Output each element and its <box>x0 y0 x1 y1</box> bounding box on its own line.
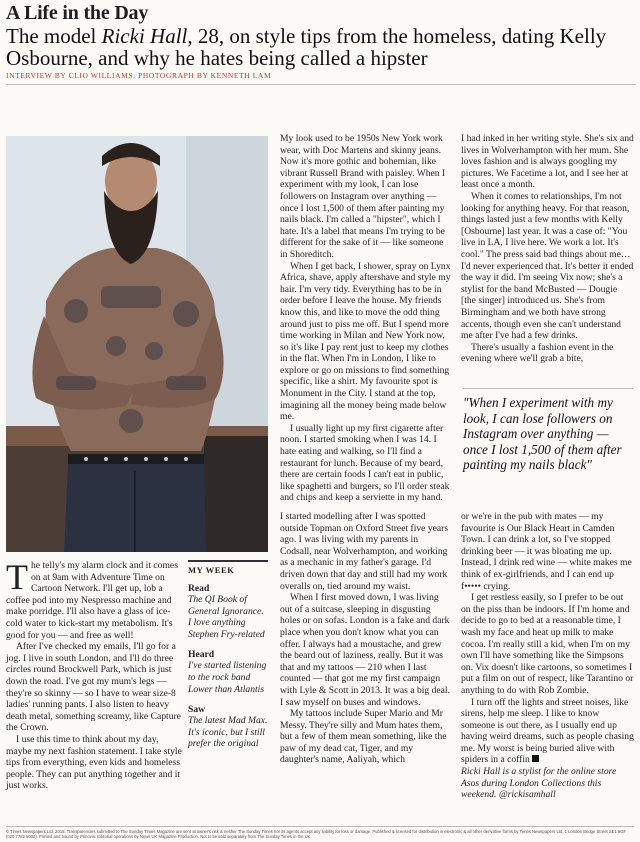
headline <box>6 25 636 69</box>
headline-name: Ricki Hall <box>101 24 188 48</box>
section-tag: A Life in the Day <box>6 2 149 24</box>
sign-off: Ricki Hall is a stylist for the online store Asos during London Collections this weekend. @rickisamhall <box>461 766 617 801</box>
paragraph: When it comes to relationships, I'm not looking for anything heavy. For that reason, things lasted just a few months with Kelly [Osbourne] last year. It was a case of: "You live in LA, I live here. We work a lot. It's cool." The press said bad things about me… I'd never experienced that. It's better it ended the way it did. I'm seeing Vix now; she's a stylist for the band McBusted — Dougie [the singer] introduced us. She's from Birmingham and we both have strong accents, though even she can't understand me after I've had a few drinks. <box>461 190 634 342</box>
column-middle-bottom <box>280 511 452 766</box>
paragraph: I had inked in her writing style. She's six and lives in Wolverhampton with her mum. She loves fashion and is always googling my pictures. We Facetime a lot, and I see her at least once a month. <box>461 133 634 191</box>
paragraph: I use this time to think about my day, maybe my next fashion statement. I take style tips from everything, even kids and homeless people. They can put anything together and it just works. <box>6 733 182 792</box>
read-text: The QI Book of General Ignorance. I love anything Stephen Fry-related <box>188 594 265 640</box>
paragraph: My look used to be 1950s New York work wear, with Doc Martens and skinny jeans. Now it's more gothic and bohemian, like vibrant Russell Brand with paisley. When I experiment with my look, I can lose followers on Instagram over anything — once I lost 1,500 of them after painting my nails black. I'm called a "hipster", which I hate. It's a label that means I'm trying to be different for the sake of it — like someone in Shoreditch. <box>280 133 446 260</box>
pull-quote: "When I experiment with my look, I can lose followers on Instagram over anything — once I lost 1,500 of them after painting my nails black" <box>463 388 633 473</box>
paragraph: When I get back, I shower, spray on Lynx Africa, shave, apply aftershave and style my hair. I'm very tidy. Everything has to be in order before I leave the house. My friends know this, and like to move the odd thing around just to piss me off. But I spend more time working in Milan and New York now, so it's like I pay rent just to keep my clothes in the flat. When I'm in London, I like to explore or go on missions to find something specific, like a shirt. My favourite spot is Monument in the City. I stand at the top, imagining all the money being made below me. <box>280 260 451 423</box>
byline: INTERVIEW BY CLIO WILLIAMS. PHOTOGRAPH BY KENNETH LAM <box>6 71 272 80</box>
paragraph: When I first moved down, I was living out of a suitcase, sleeping in disgusting holes or on sofas. London is a fake and dark place when you don't know what you can offer. I always had a moustache, and grew the beard out of laziness, really. But it was that and my tattoos — 210 when I last counted — that got me my first campaign with Lyle & Scott in 2013. It was a big deal. I saw myself on buses and windows. <box>280 592 450 708</box>
column-middle-top <box>280 133 452 504</box>
heard-text: I've started listening to the rock band Lower than Atlantis <box>188 660 267 695</box>
paragraph: I started modelling after I was spotted outside Topman on Oxford Street five years ago. I was living with my parents in Codsall, near Wolverhampton, and working as a mechanic in my father's garage. I'd driven down that day and still had my work overalls on, tied around my waist. <box>280 511 449 592</box>
header-rule <box>6 84 636 85</box>
column-right-top <box>461 133 634 365</box>
paragraph: I turn off the lights and street noises, like sirens, help me sleep. I like to know someone is out there, as I usually end up having weird dreams, such as people chasing me. My worst is being buried alive with spiders in a coffin <box>461 696 634 766</box>
headline-post: , 28, on style tips from the homeless, dating Kelly Osbourne, and why he hates being called a hipster <box>6 24 607 70</box>
paragraph: After I've checked my emails, I'll go for a jog. I live in south London, and I'll do three circles round Brockwell Park, which is just down the road. I've got my mum's legs — they're so skinny — so I have to wear size-8 ladies' running pants. I also listen to heavy death metal, something screamy, like Capture the Crown. <box>6 641 181 734</box>
read-label: Read <box>188 583 210 594</box>
paragraph: There's usually a fashion event in the evening where we'll grab a bite, <box>461 341 614 365</box>
paragraph: My tattoos include Super Mario and Mr Messy. They're silly and Mum hates them, but a few of them mean something, like the paw of my dead cat, Tiger, and my daughter's name, Aaliyah, which <box>280 708 447 766</box>
paragraph: he telly's my alarm clock and it comes on at 9am with Adventure Time on Cartoon Network. I'll get up, lob a coffee pod into my Nespresso machine and make porridge. I'll also have a glass of ice-cold water to kick-start my metabolism. It's good for you — and free as well! <box>6 560 178 641</box>
column-right-bottom <box>461 511 634 801</box>
saw-text: The latest Mad Max. It's iconic, but I still prefer the original <box>188 715 268 750</box>
paragraph: I usually light up my first cigarette after noon. I started smoking when I was 14. I hate eating and walking, so I'll find a restaurant for lunch. Because of my beard, there are certain foods I can't eat in public, like spaghetti and burgers, so I'll order steak and chips and keep a serviette in my hand. <box>280 422 450 504</box>
column-left-bottom <box>6 557 182 792</box>
saw-label: Saw <box>188 704 206 716</box>
drop-cap: T <box>6 557 28 597</box>
heard-label: Heard <box>188 649 215 661</box>
footer-legal: © Times Newspapers Ltd. 2015. Transparencies submitted to The Sunday Times Magazine are sent at owner's risk & neither The Sunday Times nor its agents accept any liability for loss or damage. Published & licensed for distribution in electronic & all other derivative forms by Times Newspapers Ltd, 1 London Bridge Street SE1 9GF (020 7782 5000). Printed and bound by Prinovis. Editorial operations by News UK Magazine Production. Not to be sold separately from The Sunday Times in the UK. <box>6 826 634 840</box>
headline-pre: The model <box>6 24 102 48</box>
my-week-box <box>188 560 268 759</box>
end-mark-icon <box>532 755 539 762</box>
portrait-illustration <box>6 136 268 552</box>
my-week-title: MY WEEK <box>188 565 235 575</box>
paragraph: or we're in the pub with mates — my favourite is Our Black Heart in Camden Town. I can drink a lot, so I've stopped drinking beer — it was bloating me up. Instead, I drink red wine — white makes me think of ex-girlfriends, and I can end up f••••• crying. <box>461 511 632 592</box>
paragraph: I get restless easily, so I prefer to be out on the piss than be indoors. If I'm home and decide to go to bed at a reasonable time, I wash my face and heat up milk to make cocoa. I'm really still a kid, when I'm on my own I'll have something like the Simpsons on. Vix doesn't like cartoons, so sometimes I put a film on out of respect, like Tarantino or anything to do with Rob Zombie. <box>461 592 634 696</box>
portrait-photo <box>6 136 268 552</box>
